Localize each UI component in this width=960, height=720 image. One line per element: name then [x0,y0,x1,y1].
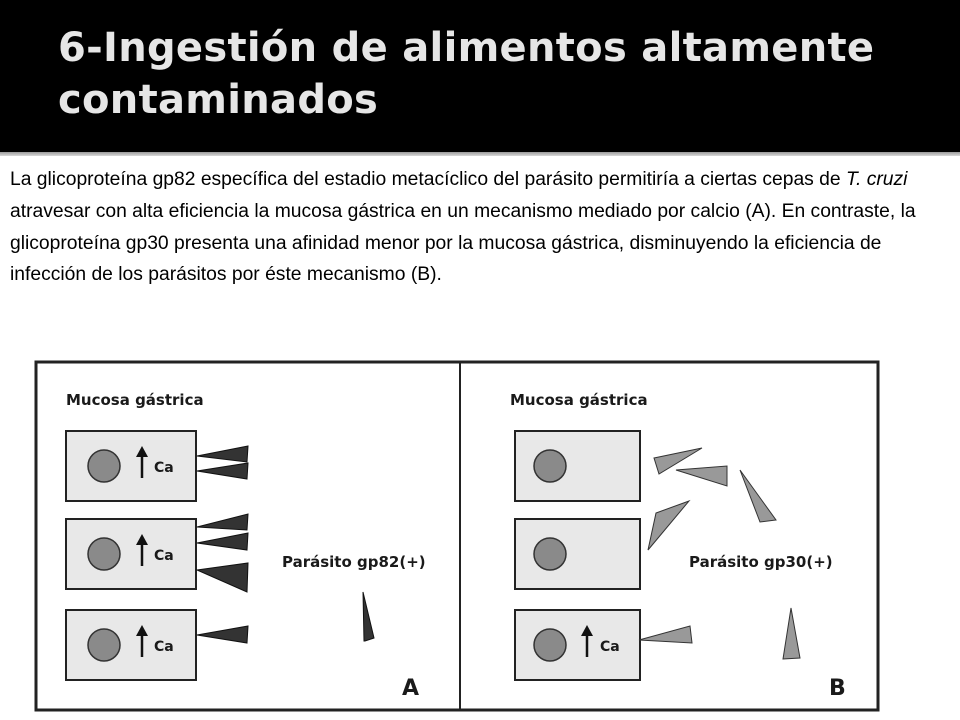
slide-title-line-2: contaminados [58,77,379,123]
nucleus [88,450,120,482]
species-name-italic: T. cruzi [846,169,908,190]
panel-b-heading: Mucosa gástrica [510,391,648,409]
panel-a-letter: A [402,676,420,701]
slide-title [58,22,948,126]
panel-b-cell-3 [515,610,640,680]
panel-a-heading: Mucosa gástrica [66,391,204,409]
paragraph-part-2: atravesar con alta eficiencia la mucosa gástrica en un mecanismo mediado por calcio (A). En contraste, la glicoproteína gp30 presenta una afinidad menor por la mucosa gástrica, disminuyendo la eficiencia de infección de los parásitos por éste mecanismo (B). [10,200,916,286]
calcium-label: Ca [154,548,174,564]
panel-a-cell-1 [66,431,196,501]
panel-b-cell-1 [515,431,640,501]
parasite-gp82-label: Parásito gp82(+) [282,553,426,571]
calcium-label: Ca [154,639,174,655]
mucosa-diagram [34,360,880,712]
nucleus [534,538,566,570]
title-divider [0,152,960,156]
parasite-gp30-label: Parásito gp30(+) [689,553,833,571]
nucleus [88,538,120,570]
calcium-label: Ca [600,639,620,655]
panel-b-letter: B [829,676,846,701]
nucleus [88,629,120,661]
slide-title-line-1: 6-Ingestión de alimentos altamente [58,25,875,71]
title-bar [0,0,960,152]
body-paragraph [10,164,955,291]
paragraph-part-1: La glicoproteína gp82 específica del estadio metacíclico del parásito permitiría a ciertas cepas de [10,169,846,190]
panel-a-cell-2 [66,519,196,589]
panel-b-cell-2 [515,519,640,589]
nucleus [534,450,566,482]
calcium-label: Ca [154,460,174,476]
nucleus [534,629,566,661]
panel-a-cell-3 [66,610,196,680]
